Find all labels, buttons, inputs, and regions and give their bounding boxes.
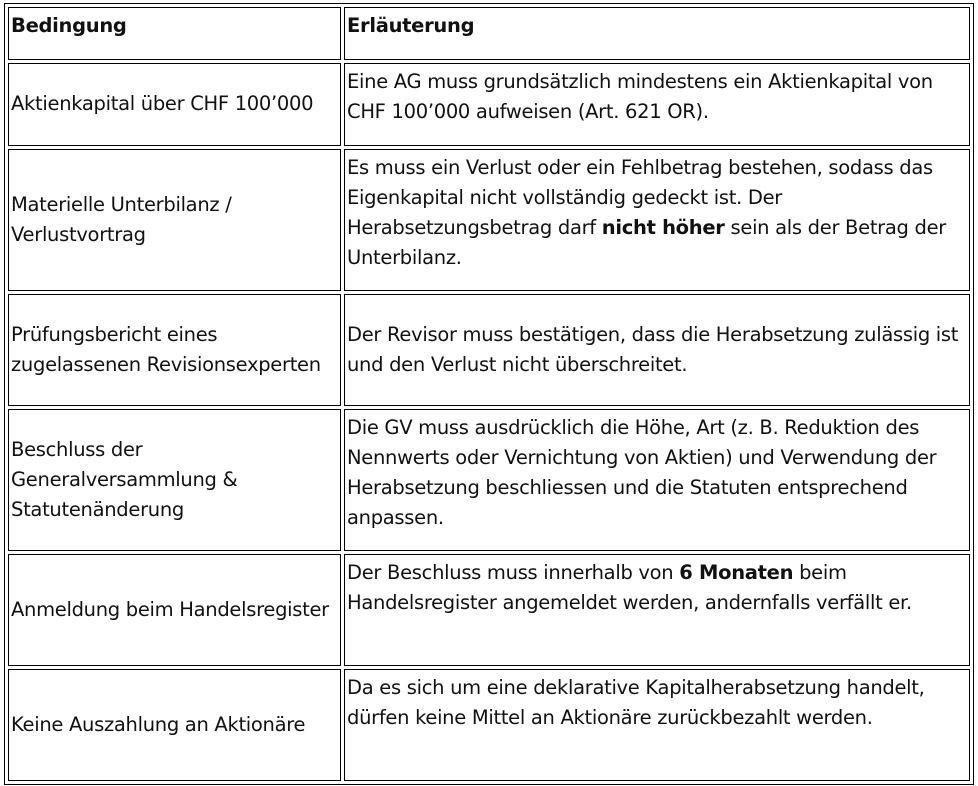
table-row — [8, 63, 970, 146]
explanation-text: Der Beschluss muss innerhalb von — [347, 561, 680, 584]
explanation-cell — [344, 669, 970, 781]
explanation-emphasis: 6 Monaten — [679, 561, 794, 584]
explanation-cell — [344, 63, 970, 146]
table-row — [8, 149, 970, 291]
explanation-emphasis: nicht höher — [601, 216, 725, 239]
table-header-row — [8, 7, 970, 60]
explanation-cell — [344, 409, 970, 551]
condition-cell: Keine Auszahlung an Aktionäre — [8, 669, 341, 781]
explanation-text: Es muss ein Verlust oder ein Fehlbetrag bestehen, sodass das Eigenkapital nicht vollständig gedeckt ist. Der Herabsetzungsbetrag darf — [347, 156, 933, 239]
explanation-text: beim Handelsregister angemeldet werden, andernfalls verfällt er. — [347, 561, 912, 614]
table-row — [8, 294, 970, 406]
conditions-table — [4, 3, 974, 785]
explanation-text: Der Revisor muss bestätigen, dass die Herabsetzung zulässig ist und den Verlust nicht überschreitet. — [347, 322, 959, 376]
explanation-text: Eine AG muss grundsätzlich mindestens ein Aktienkapital von CHF 100’000 aufweisen (Art. 621 OR). — [347, 70, 933, 123]
header-explanation: Erläuterung — [344, 7, 970, 60]
explanation-cell — [344, 554, 970, 666]
table-row — [8, 669, 970, 781]
condition-cell: Aktienkapital über CHF 100’000 — [8, 63, 341, 146]
explanation-cell — [344, 294, 970, 406]
explanation-text: Die GV muss ausdrücklich die Höhe, Art (z. B. Reduktion des Nennwerts oder Vernichtung von Aktien) und Verwendung der Herabsetzung beschliessen und die Statuten entsprechend anpassen. — [347, 416, 937, 529]
condition-cell: Materielle Unterbilanz / Verlustvortrag — [8, 149, 341, 291]
condition-cell: Beschluss der Generalversammlung & Statutenänderung — [8, 409, 341, 551]
condition-cell: Prüfungsbericht eines zugelassenen Revisionsexperten — [8, 294, 341, 406]
condition-cell: Anmeldung beim Handelsregister — [8, 554, 341, 666]
explanation-text: sein als der Betrag der Unterbilanz. — [347, 216, 947, 269]
table-row — [8, 554, 970, 666]
header-condition: Bedingung — [8, 7, 341, 60]
explanation-cell — [344, 149, 970, 291]
explanation-text: Da es sich um eine deklarative Kapitalherabsetzung handelt, dürfen keine Mittel an Aktionäre zurückbezahlt werden. — [347, 676, 925, 729]
table-row — [8, 409, 970, 551]
